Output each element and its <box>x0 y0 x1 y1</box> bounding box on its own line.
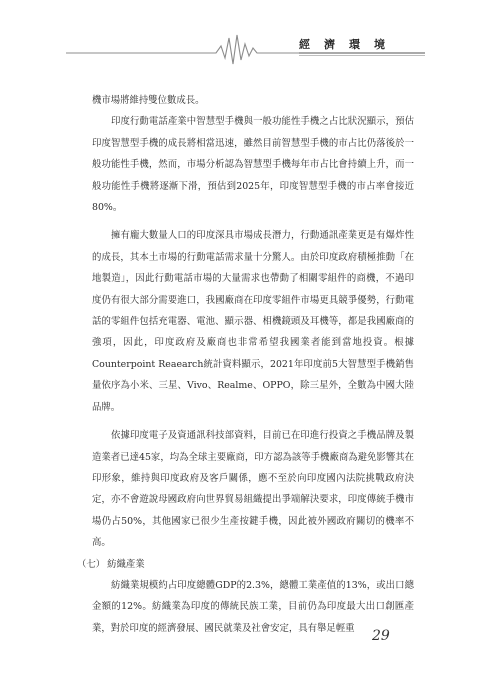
paragraph: 依據印度電子及資通訊科技部資料，目前已在印進行投資之手機品牌及製造業者已達45家，均為全球主要廠商，印方認為該等手機廠商為避免影響其在印形象，維持與印度政府及客戶關係，應不至於向印度國內法院挑戰政府決定，亦不會遊說母國政府向世界貿易組織提出爭端解決要求，印度傳統手機市場仍占50%，其他國家已很少生產按鍵手機，因此被外國政府關切的機率不高。 <box>92 430 414 549</box>
section-number: （七） <box>77 558 106 570</box>
page-body <box>77 90 414 639</box>
section-title: 紡織產業 <box>107 558 145 570</box>
paragraph: 印度行動電話產業中智慧型手機與一般功能性手機之占比狀況顯示，預估印度智慧型手機的成長將相當迅速，雖然目前智慧型手機的市占比仍落後於一般功能性手機，然而，市場分析認為智慧型手機每年市占比會持續上升，而一般功能性手機將逐漸下滑，預估到2025年，印度智慧型手機的市占率會接近80%。 <box>92 116 414 214</box>
header-title: 經濟環境 <box>299 38 399 51</box>
page-header <box>0 0 480 70</box>
header-wave-line <box>0 0 480 70</box>
paragraph: 機市場將維持雙位數成長。 <box>92 95 205 106</box>
page-number: 29 <box>372 628 390 644</box>
section-heading <box>77 554 414 575</box>
paragraph: 擁有龐大數量人口的印度深具市場成長潛力，行動通訊產業更是有爆炸性的成長，其本土市場的行動電話需求量十分驚人。由於印度政府積極推動「在地製造」，因此行動電話市場的大量需求也帶動了相關零組件的商機，不過印度仍有很大部分需要進口，我國廠商在印度零組件市場更具競爭優勢，行動電話的零組件包括充電器、電池、顯示器、相機鏡頭及耳機等，都是我國廠商的強項，因此，印度政府及廠商也非常希望我國業者能到當地投資。根據Counterpoint Reaearch統計資料顯示，2021年印度前5大智慧型手機銷售量依序為小米、三星、Vivo、Realme、OPPO，除三星外，全數為中國大陸品牌。 <box>92 230 414 413</box>
paragraph: 紡織業規模約占印度總體GDP的2.3%，總體工業產值的13%，或出口總金額的12%。紡織業為印度的傳統民族工業，目前仍為印度最大出口創匯產業，對於印度的經濟發展、國民就業及社會安定，具有舉足輕重 <box>92 579 414 634</box>
